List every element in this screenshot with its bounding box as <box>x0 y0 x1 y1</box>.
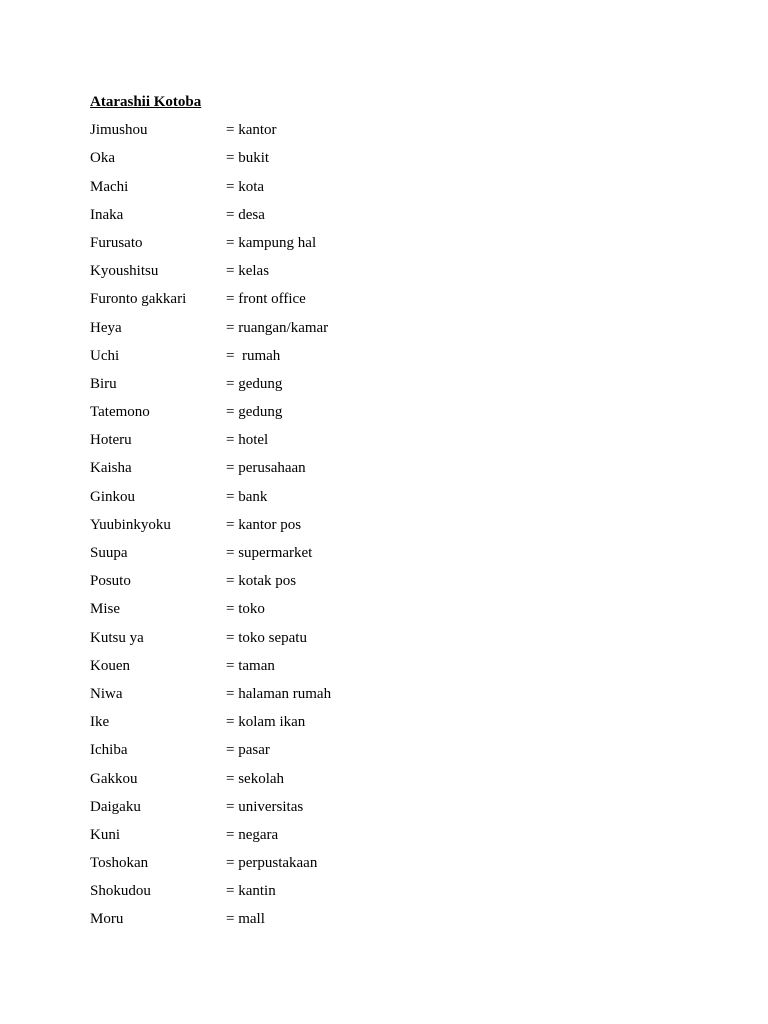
vocab-row <box>90 882 331 910</box>
vocab-term: Moru <box>90 911 124 928</box>
vocab-term: Machi <box>90 178 129 195</box>
vocab-term: Uchi <box>90 347 120 364</box>
vocab-term: Heya <box>90 319 122 336</box>
vocab-meaning: = desa <box>226 206 265 223</box>
vocab-meaning: = mall <box>226 911 265 928</box>
vocab-meaning: = pasar <box>226 742 270 759</box>
vocab-meaning: = kota <box>226 178 265 195</box>
vocab-row <box>90 431 331 459</box>
vocab-row <box>90 544 331 572</box>
vocab-row <box>90 149 331 177</box>
vocab-meaning: = taman <box>226 657 275 674</box>
vocab-row <box>90 685 331 713</box>
vocab-row <box>90 910 331 938</box>
vocab-meaning: = gedung <box>226 404 283 421</box>
vocab-row <box>90 854 331 882</box>
vocab-row <box>90 121 331 149</box>
vocab-meaning: = sekolah <box>226 770 285 787</box>
vocab-term: Toshokan <box>90 855 149 872</box>
vocab-row <box>90 403 331 431</box>
vocab-term: Gakkou <box>90 770 138 787</box>
vocab-meaning: = kantor pos <box>226 516 302 533</box>
vocab-term: Furusato <box>90 234 143 251</box>
vocab-meaning: = kantor <box>226 122 277 139</box>
vocab-row <box>90 290 331 318</box>
vocab-term: Shokudou <box>90 883 151 900</box>
vocab-row <box>90 629 331 657</box>
vocab-term: Ginkou <box>90 488 135 505</box>
vocab-meaning: = halaman rumah <box>226 685 332 702</box>
vocab-term: Kaisha <box>90 460 132 477</box>
vocab-meaning: = kantin <box>226 883 276 900</box>
vocab-meaning: = kampung hal <box>226 234 317 251</box>
vocab-term: Niwa <box>90 685 123 702</box>
vocab-meaning: = kelas <box>226 263 270 280</box>
vocab-row <box>90 770 331 798</box>
vocab-term: Biru <box>90 375 117 392</box>
vocab-term: Jimushou <box>90 122 148 139</box>
vocab-term: Ichiba <box>90 742 128 759</box>
vocab-row <box>90 600 331 628</box>
vocab-row <box>90 459 331 487</box>
vocab-meaning: = ruangan/kamar <box>226 319 329 336</box>
vocab-meaning: = toko sepatu <box>226 629 307 646</box>
vocab-row <box>90 234 331 262</box>
vocab-meaning: = kotak pos <box>226 573 297 590</box>
vocab-term: Kouen <box>90 657 130 674</box>
vocab-row <box>90 741 331 769</box>
vocab-term: Tatemono <box>90 404 150 421</box>
vocab-term: Suupa <box>90 545 128 561</box>
vocab-meaning: = kolam ikan <box>226 714 306 731</box>
vocab-row <box>90 178 331 206</box>
vocab-meaning: = toko <box>226 601 265 618</box>
vocab-term: Kyoushitsu <box>90 263 159 280</box>
vocab-list <box>90 121 331 938</box>
vocab-meaning: = gedung <box>226 375 283 392</box>
vocab-meaning: = bank <box>226 488 268 505</box>
vocab-row <box>90 488 331 516</box>
vocab-row <box>90 516 331 544</box>
vocab-term: Furonto gakkari <box>90 291 187 308</box>
vocab-term: Hoteru <box>90 432 132 449</box>
vocab-row <box>90 319 331 347</box>
vocab-term: Kutsu ya <box>90 629 144 646</box>
vocab-row <box>90 572 331 600</box>
vocab-row <box>90 262 331 290</box>
vocab-meaning: = negara <box>226 826 279 843</box>
vocab-meaning: = front office <box>226 291 306 308</box>
vocab-meaning: = rumah <box>226 347 281 364</box>
vocab-term: Daigaku <box>90 798 141 815</box>
vocab-meaning: = universitas <box>226 798 304 815</box>
vocab-row <box>90 713 331 741</box>
vocab-meaning: = hotel <box>226 432 269 449</box>
vocab-meaning: = supermarket <box>226 545 313 561</box>
vocab-meaning: = perpustakaan <box>226 855 318 872</box>
vocab-row <box>90 826 331 854</box>
vocab-title: Atarashii Kotoba <box>90 94 202 110</box>
vocab-term: Inaka <box>90 206 124 223</box>
vocab-row <box>90 798 331 826</box>
vocab-term: Posuto <box>90 573 131 590</box>
vocab-term: Oka <box>90 150 115 167</box>
vocab-row <box>90 657 331 685</box>
vocab-row <box>90 206 331 234</box>
vocab-section <box>90 93 331 939</box>
vocab-meaning: = bukit <box>226 150 270 167</box>
vocab-term: Yuubinkyoku <box>90 516 171 533</box>
vocab-term: Mise <box>90 601 120 618</box>
vocab-term: Ike <box>90 714 110 731</box>
vocab-row <box>90 347 331 375</box>
vocab-term: Kuni <box>90 826 120 843</box>
vocab-meaning: = perusahaan <box>226 460 306 477</box>
vocab-row <box>90 375 331 403</box>
